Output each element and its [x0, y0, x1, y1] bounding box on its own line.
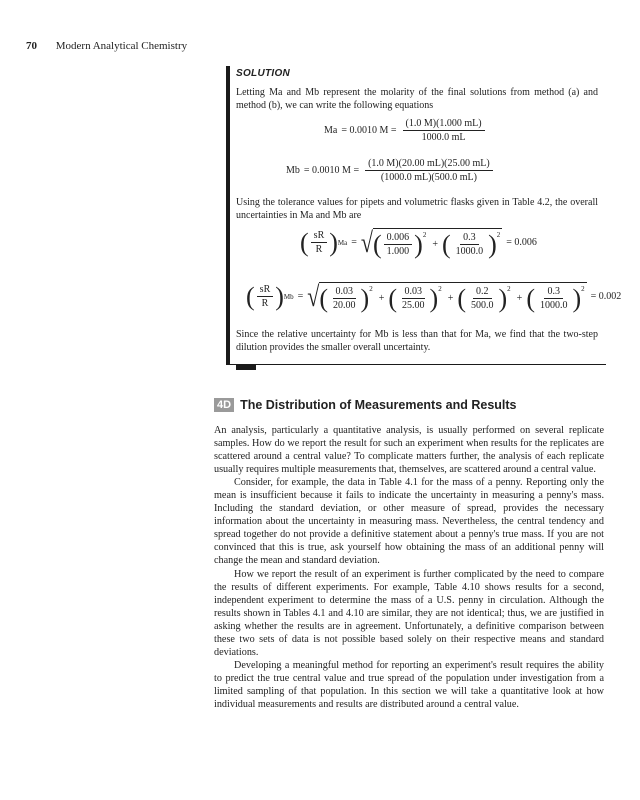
- eq-b-mid: = 0.0010 M =: [303, 165, 360, 176]
- unc-b-term4-num: 0.3: [544, 286, 563, 299]
- section-badge: 4D: [214, 398, 234, 412]
- unc-a-term1-num: 0.006: [384, 232, 413, 245]
- running-title: Modern Analytical Chemistry: [55, 40, 188, 52]
- unc-b-term3-num: 0.2: [473, 286, 492, 299]
- eq-a-fraction: [403, 118, 485, 143]
- unc-b-result: = 0.002: [590, 291, 622, 302]
- unc-a-subscript: Ma: [337, 238, 348, 247]
- unc-b-term1-den: 20.00: [333, 300, 356, 311]
- section-heading: [214, 398, 517, 412]
- unc-b-subscript: Mb: [283, 292, 294, 301]
- unc-b-term3-den: 500.0: [471, 300, 494, 311]
- equation-mb: [286, 158, 495, 183]
- eq-b-numerator: (1.0 M)(20.00 mL)(25.00 mL): [365, 158, 493, 171]
- unc-a-result: = 0.006: [506, 237, 537, 248]
- tolerance-text: Using the tolerance values for pipets and volumetric flasks given in Table 4.2, the overall uncertainties in Ma and Mb are: [236, 197, 598, 221]
- paragraph: Consider, for example, the data in Table 4.1 for the mass of a penny. Reporting only the mean is insufficient because it fails to indicate the uncertainty in measuring a penny's mass. Including the standard deviation, or other measure of spread, provides the necessary information about the uncertainty in measuring mass. Nevertheless, the central tendency and spread together do not provide a definitive statement about a penny's true mass. If you are not convinced that this is true, ask yourself how obtaining the mass of an additional penny will change the mean and standard deviation.: [214, 477, 604, 567]
- section-title: The Distribution of Measurements and Results: [240, 398, 517, 412]
- eq-b-lhs: Mb: [286, 165, 300, 176]
- unc-b-term1-num: 0.03: [333, 286, 357, 299]
- eq-a-lhs: Ma: [324, 125, 338, 136]
- section-end-mark: [236, 364, 256, 370]
- unc-b-term2-num: 0.03: [402, 286, 426, 299]
- paragraph: Developing a meaningful method for reporting an experiment's result requires the ability to predict the true central value and true spread of the population under investigation from a limited sampling of that population. In this section we will take a quantitative look at how individual measurements and results are distributed around a central value.: [214, 659, 604, 710]
- eq-b-fraction: [365, 158, 493, 183]
- unc-a-sr: sR: [311, 230, 328, 243]
- uncertainty-ma: ( $\frac{sR}{R}$ ) Ma = √ ( $\frac{0.006}{1.000}$ ) 2 + ( $\frac{0.3}{1000.0}$ ) 2 = 0.006: [300, 225, 537, 259]
- solution-conclusion: Since the relative uncertainty for Mb is less than that for Ma, we find that the two-step dilution provides the smaller overall uncertainty.: [236, 329, 598, 353]
- unc-b-sqrt: √ ( $\frac{0.03}{20.00}$ ) 2 + ( $\frac{0.03}{25.00}$ ) 2 + ( $\frac{0.2}{500.0}$ ) 2 + ( $\frac{0.3}{1000.0}$ ) 2: [307, 279, 585, 313]
- unc-a-ratio: [311, 230, 328, 255]
- unc-b-ratio: [257, 284, 274, 309]
- page-number: 70: [26, 40, 37, 52]
- unc-a-term1-den: 1.000: [386, 246, 410, 257]
- solution-label: SOLUTION: [236, 68, 291, 79]
- unc-b-sr: sR: [257, 284, 274, 297]
- unc-a-sqrt: √ ( $\frac{0.006}{1.000}$ ) 2 + ( $\frac{0.3}{1000.0}$ ) 2: [360, 225, 501, 259]
- unc-b-term4-den: 1000.0: [539, 300, 568, 311]
- paragraph: How we report the result of an experiment is further complicated by the need to compare the results of different experiments. For example, Table 4.10 shows results for a second, independent experiment to determine the mass of a U.S. penny in circulation. Although the results shown in Tables 4.1 and 4.10 are similar, they are not identical; thus, we are justified in asking whether the results are in agreement. Unfortunately, a definitive comparison between these two sets of data is not possible based solely on their respective means and standard deviations.: [214, 568, 604, 658]
- eq-a-denominator: 1000.0 mL: [421, 132, 466, 143]
- unc-a-term2-num: 0.3: [460, 232, 479, 245]
- eq-a-mid: = 0.0010 M =: [341, 125, 397, 136]
- solution-intro: Letting Ma and Mb represent the molarity of the final solutions from method (a) and method (b), we can write the following equations: [236, 87, 598, 111]
- unc-a-r: R: [315, 244, 323, 255]
- unc-a-term2-den: 1000.0: [455, 246, 484, 257]
- page-header: [26, 40, 187, 52]
- equation-ma: [324, 118, 487, 143]
- unc-b-r: R: [261, 298, 269, 309]
- eq-a-numerator: (1.0 M)(1.000 mL): [403, 118, 485, 131]
- uncertainty-mb: ( $\frac{sR}{R}$ ) Mb = √ ( $\frac{0.03}{20.00}$ ) 2 + ( $\frac{0.03}{25.00}$ ) 2 + ( $\frac{0.2}{500.0}$ ) 2 + ( $\frac{0.3}{1000.0}$ ) 2 = 0.002: [246, 279, 622, 313]
- body-text: [214, 424, 604, 711]
- paragraph: An analysis, particularly a quantitative analysis, is usually performed on several replicate samples. How do we report the result for such an experiment when results for the replicates are scattered around a central value? To complicate matters further, the analysis of each replicate usually requires multiple measurements that, themselves, are scattered around a central value.: [214, 425, 604, 476]
- eq-b-denominator: (1000.0 mL)(500.0 mL): [380, 172, 477, 183]
- unc-b-term2-den: 25.00: [402, 300, 425, 311]
